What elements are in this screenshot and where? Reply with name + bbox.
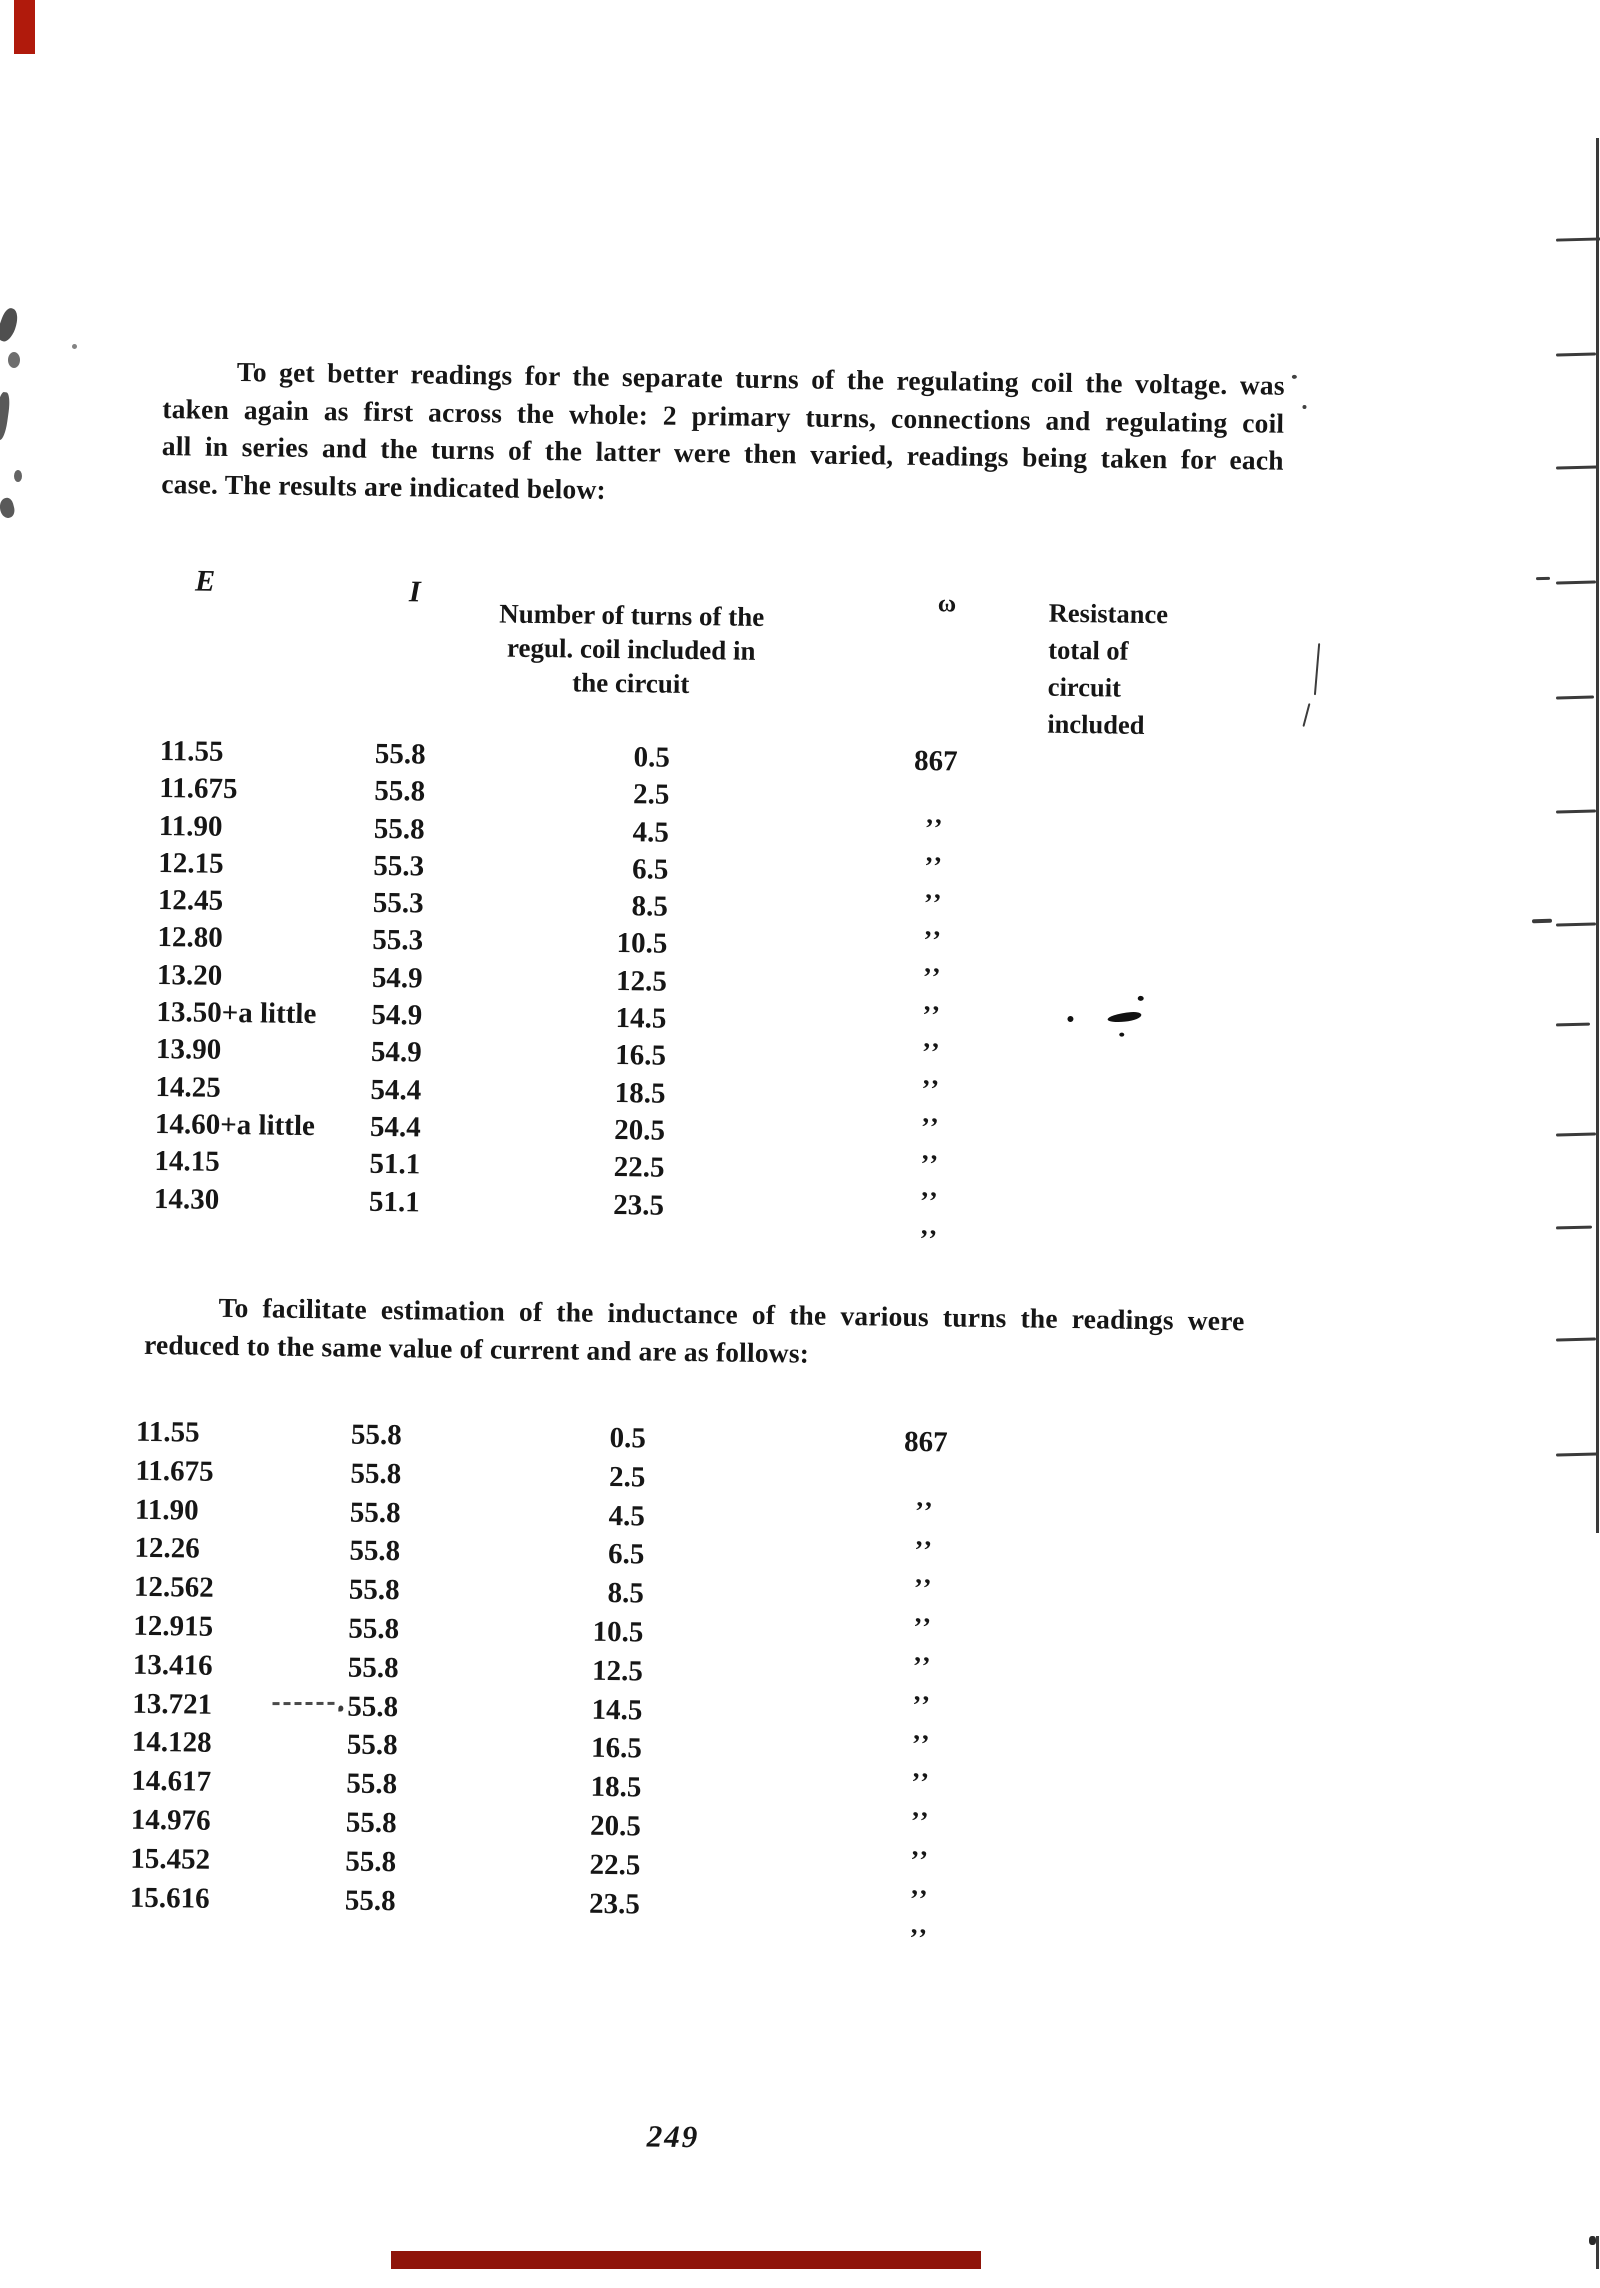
value-turns: 22.5 bbox=[589, 1848, 641, 1882]
value-omega: ,, bbox=[925, 836, 944, 867]
page-number: 249 bbox=[646, 2118, 700, 2155]
red-registration-mark bbox=[14, 0, 35, 54]
margin-dash bbox=[1532, 919, 1552, 924]
value-e: 14.128 bbox=[131, 1726, 212, 1760]
value-turns: 16.5 bbox=[590, 1732, 643, 1765]
value-e: 11.675 bbox=[159, 772, 238, 806]
value-i: 55.8 bbox=[350, 1418, 402, 1452]
value-i: 55.8 bbox=[374, 737, 426, 771]
value-i: 54.4 bbox=[369, 1110, 421, 1144]
paragraph-line: taken again as first across the whole: 2 primary turns, connections and regulating coil bbox=[162, 392, 1285, 439]
value-i: 55.3 bbox=[372, 924, 424, 957]
column-header-turns bbox=[461, 596, 802, 702]
value-e: 11.675 bbox=[135, 1454, 214, 1488]
value-turns: 10.5 bbox=[592, 1615, 644, 1649]
value-i: 55.8 bbox=[347, 1690, 399, 1723]
value-omega: ,, bbox=[921, 1135, 940, 1166]
value-i: 55.8 bbox=[374, 775, 426, 808]
value-e: 11.55 bbox=[159, 735, 224, 768]
header-line: regul. coil included in bbox=[506, 632, 756, 666]
margin-dash bbox=[1556, 1452, 1598, 1456]
value-e: 12.15 bbox=[158, 846, 224, 880]
value-turns: 23.5 bbox=[613, 1188, 665, 1222]
margin-dash bbox=[1536, 577, 1550, 580]
value-e: 13.416 bbox=[132, 1648, 213, 1682]
value-turns: 6.5 bbox=[607, 1538, 645, 1571]
value-turns: 8.5 bbox=[631, 890, 669, 923]
value-e: 14.15 bbox=[154, 1145, 220, 1179]
intro-paragraph bbox=[161, 352, 1285, 517]
value-i: 55.3 bbox=[372, 887, 424, 920]
value-i: 51.1 bbox=[368, 1185, 420, 1219]
ink-speck bbox=[1119, 1033, 1124, 1037]
header-line: Resistance bbox=[1048, 597, 1169, 630]
header-line: circuit bbox=[1047, 671, 1122, 703]
header-line: the circuit bbox=[572, 667, 690, 699]
value-e: 12.915 bbox=[133, 1609, 214, 1643]
value-turns: 14.5 bbox=[591, 1693, 643, 1727]
value-e: 12.26 bbox=[134, 1532, 200, 1566]
readings-table-1 bbox=[153, 733, 1202, 1240]
ink-speck bbox=[1292, 375, 1297, 379]
header-line: Number of turns of the bbox=[499, 598, 765, 632]
value-omega: ,, bbox=[913, 1675, 932, 1706]
value-omega: ,, bbox=[911, 1869, 930, 1900]
value-i: 55.8 bbox=[347, 1651, 399, 1685]
pen-stroke bbox=[1314, 643, 1320, 695]
value-e: 14.617 bbox=[131, 1764, 212, 1798]
paragraph-line: all in series and the turns of the latter were then varied, readings being taken for each bbox=[161, 430, 1284, 476]
value-turns: 22.5 bbox=[613, 1151, 665, 1184]
value-turns: 4.5 bbox=[608, 1499, 646, 1533]
value-turns: 2.5 bbox=[632, 778, 670, 811]
value-e: 12.80 bbox=[157, 921, 223, 955]
ink-speck bbox=[1138, 996, 1144, 1001]
value-turns: 4.5 bbox=[632, 815, 670, 849]
header-line: total of bbox=[1048, 634, 1129, 666]
value-e: 11.90 bbox=[134, 1493, 199, 1527]
value-turns: 8.5 bbox=[607, 1577, 645, 1610]
value-turns: 20.5 bbox=[614, 1113, 666, 1147]
scan-edge-line bbox=[1596, 2236, 1599, 2269]
value-turns: 14.5 bbox=[615, 1002, 667, 1035]
value-omega: 867 bbox=[903, 1425, 948, 1459]
value-turns: 2.5 bbox=[608, 1460, 646, 1494]
value-omega: ,, bbox=[910, 1908, 929, 1939]
value-omega: ,, bbox=[916, 1481, 935, 1513]
paragraph-line: To get better readings for the separate turns of the regulating coil the voltage. was bbox=[236, 356, 1285, 401]
paragraph-line: To facilitate estimation of the inductance of the various turns the readings were bbox=[218, 1291, 1245, 1337]
value-e: 15.452 bbox=[130, 1842, 211, 1876]
value-omega: ,, bbox=[923, 985, 942, 1017]
value-i: 55.8 bbox=[349, 1534, 401, 1568]
scan-artifact-dash bbox=[272, 1702, 338, 1705]
column-header-omega: ω bbox=[937, 590, 957, 618]
value-omega: ,, bbox=[921, 1172, 940, 1203]
value-i: 55.8 bbox=[348, 1573, 400, 1607]
value-i: 51.1 bbox=[369, 1148, 421, 1181]
value-e: 11.90 bbox=[158, 809, 223, 843]
value-i: 55.8 bbox=[346, 1767, 398, 1801]
header-line: included bbox=[1047, 708, 1145, 740]
value-e: 15.616 bbox=[129, 1881, 210, 1915]
value-i: 55.8 bbox=[348, 1612, 400, 1646]
value-e: 14.25 bbox=[155, 1070, 221, 1104]
value-i: 55.8 bbox=[349, 1496, 401, 1529]
value-omega: ,, bbox=[912, 1753, 931, 1784]
value-omega: ,, bbox=[912, 1792, 931, 1823]
value-omega: ,, bbox=[913, 1714, 932, 1745]
value-i: 55.3 bbox=[373, 849, 425, 883]
value-e: 12.45 bbox=[157, 884, 224, 918]
value-i: 54.9 bbox=[371, 961, 423, 995]
value-e: 14.976 bbox=[130, 1803, 211, 1837]
value-e: 13.721 bbox=[132, 1687, 213, 1721]
value-i: 55.8 bbox=[350, 1457, 402, 1491]
value-omega: ,, bbox=[923, 1023, 942, 1054]
value-omega: ,, bbox=[924, 911, 943, 942]
value-i: 54.4 bbox=[370, 1073, 422, 1107]
value-e: 14.30 bbox=[153, 1182, 220, 1216]
value-turns: 18.5 bbox=[614, 1076, 666, 1110]
value-omega: ,, bbox=[915, 1559, 934, 1590]
value-turns: 0.5 bbox=[609, 1421, 647, 1455]
value-turns: 20.5 bbox=[589, 1809, 642, 1843]
value-omega: ,, bbox=[911, 1830, 930, 1862]
scan-edge-speck bbox=[1589, 2236, 1596, 2245]
value-turns: 10.5 bbox=[616, 927, 668, 961]
second-paragraph bbox=[144, 1288, 1245, 1378]
value-omega: ,, bbox=[920, 1209, 939, 1240]
red-registration-bar bbox=[391, 2251, 981, 2269]
value-e: 13.20 bbox=[156, 958, 223, 992]
value-e: 13.90 bbox=[155, 1033, 222, 1067]
value-i: 54.9 bbox=[370, 1036, 422, 1069]
margin-dash bbox=[1556, 1132, 1596, 1136]
value-e: 13.50+a little bbox=[156, 996, 317, 1031]
value-turns: 23.5 bbox=[588, 1887, 641, 1920]
paragraph-line: reduced to the same value of current and are as follows: bbox=[143, 1328, 810, 1369]
value-omega: ,, bbox=[922, 1060, 941, 1091]
value-omega: 867 bbox=[913, 744, 958, 778]
value-omega: ,, bbox=[922, 1097, 941, 1128]
value-omega: ,, bbox=[914, 1598, 933, 1629]
value-turns: 16.5 bbox=[614, 1039, 667, 1073]
value-omega: ,, bbox=[925, 873, 944, 905]
value-turns: 12.5 bbox=[591, 1654, 644, 1688]
value-turns: 12.5 bbox=[615, 964, 668, 998]
column-header-resistance bbox=[1047, 595, 1168, 745]
value-i: 55.8 bbox=[345, 1845, 397, 1878]
value-turns: 6.5 bbox=[631, 853, 669, 886]
value-i: 55.8 bbox=[345, 1806, 397, 1840]
value-omega: ,, bbox=[924, 948, 943, 979]
scan-artifact-dot bbox=[338, 1705, 343, 1711]
value-e: 12.562 bbox=[133, 1570, 214, 1604]
margin-dash bbox=[1556, 1337, 1596, 1341]
ink-smudge bbox=[8, 352, 20, 368]
ink-speck bbox=[1067, 1016, 1073, 1022]
value-e: 11.55 bbox=[135, 1415, 200, 1449]
value-turns: 18.5 bbox=[590, 1770, 642, 1804]
value-e: 14.60+a little bbox=[154, 1107, 316, 1143]
pen-stroke bbox=[1302, 703, 1310, 727]
value-i: 54.9 bbox=[371, 998, 423, 1032]
readings-table-2 bbox=[129, 1413, 1207, 1939]
ink-smudge bbox=[14, 470, 22, 482]
scan-edge-line bbox=[1596, 138, 1599, 1533]
value-omega: ,, bbox=[914, 1636, 933, 1668]
value-omega: ,, bbox=[926, 799, 945, 830]
paragraph-line: case. The results are indicated below: bbox=[161, 467, 607, 505]
value-omega: ,, bbox=[915, 1520, 934, 1551]
ink-speck bbox=[1302, 405, 1306, 409]
value-i: 55.8 bbox=[373, 812, 425, 846]
ink-smudge bbox=[72, 344, 77, 349]
value-turns: 0.5 bbox=[633, 741, 671, 774]
column-header-i: I bbox=[408, 575, 421, 609]
value-i: 55.8 bbox=[346, 1728, 398, 1762]
column-header-e: E bbox=[194, 564, 216, 598]
value-i: 55.8 bbox=[344, 1884, 396, 1917]
